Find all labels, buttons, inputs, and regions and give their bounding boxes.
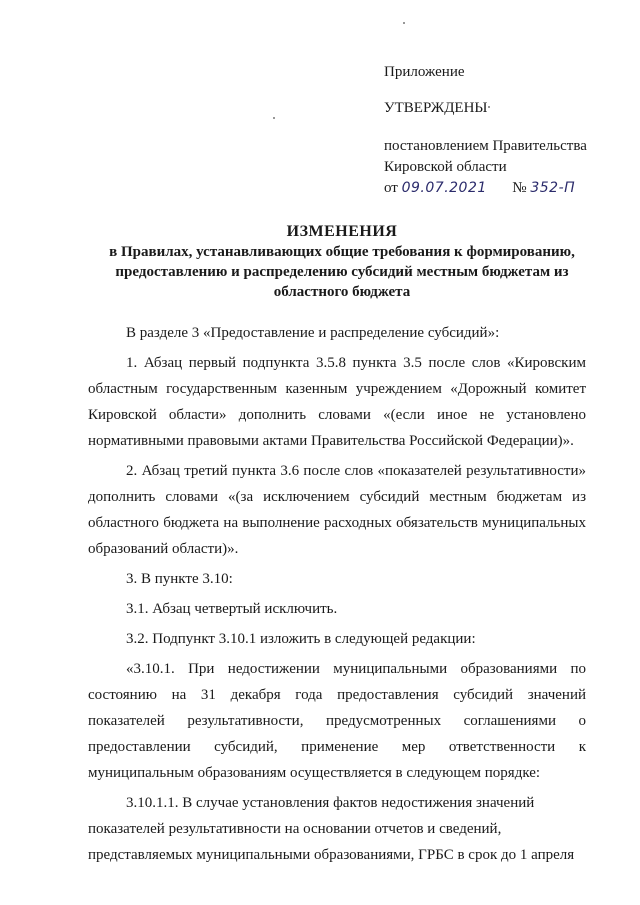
document-body xyxy=(88,320,586,872)
resolution-label: постановлением Правительства xyxy=(384,138,587,154)
paragraph: 2. Абзац третий пункта 3.6 после слов «показателей результативности» дополнить словами «(за исключением субсидий местным бюджетам из областного бюджета на выполнение расходных обязательств муниципальных образований области)». xyxy=(88,463,586,557)
handwritten-date: 09.07.2021 xyxy=(401,180,487,196)
approval-block xyxy=(384,62,624,199)
scan-dot xyxy=(403,22,405,24)
date-number-line xyxy=(384,178,624,199)
paragraph: 3.1. Абзац четвертый исключить. xyxy=(126,601,338,617)
date-prefix: от xyxy=(384,180,398,196)
handwritten-number: 352-П xyxy=(530,180,576,196)
number-prefix: № xyxy=(512,180,527,196)
appendix-label: Приложение xyxy=(384,64,465,80)
title-subheading: в Правилах, устанавливающих общие требования к формированию, предоставлению и распределению субсидий местным бюджетам из областного бюджета xyxy=(109,244,575,300)
paragraph: 3. В пункте 3.10: xyxy=(126,571,233,587)
approved-label: УТВЕРЖДЕНЫ xyxy=(384,100,488,116)
paragraph: «3.10.1. При недостижении муниципальными образованиями по состоянию на 31 декабря года предоставления субсидий значений показателей результативности, предусмотренных соглашениями о предоставлении субсидий, применение мер ответственности к муниципальным образованиям осуществляется в следующем порядке: xyxy=(88,661,586,781)
document-title xyxy=(100,222,584,302)
paragraph: 3.2. Подпункт 3.10.1 изложить в следующей редакции: xyxy=(126,631,476,647)
paragraph: 3.10.1.1. В случае установления фактов недостижения значений показателей результативности на основании отчетов и сведений, представляемых муниципальными образованиями, ГРБС в срок до 1 апреля xyxy=(88,795,575,863)
paragraph: В разделе 3 «Предоставление и распределение субсидий»: xyxy=(126,325,500,341)
scan-dot xyxy=(273,117,275,119)
region-label: Кировской области xyxy=(384,159,507,175)
paragraph: 1. Абзац первый подпункта 3.5.8 пункта 3.5 после слов «Кировским областным государственным казенным учреждением «Дорожный комитет Кировской области» дополнить словами «(если иное не установлено нормативными правовыми актами Правительства Российской Федерации)». xyxy=(88,355,586,449)
title-heading: ИЗМЕНЕНИЯ xyxy=(286,223,398,240)
